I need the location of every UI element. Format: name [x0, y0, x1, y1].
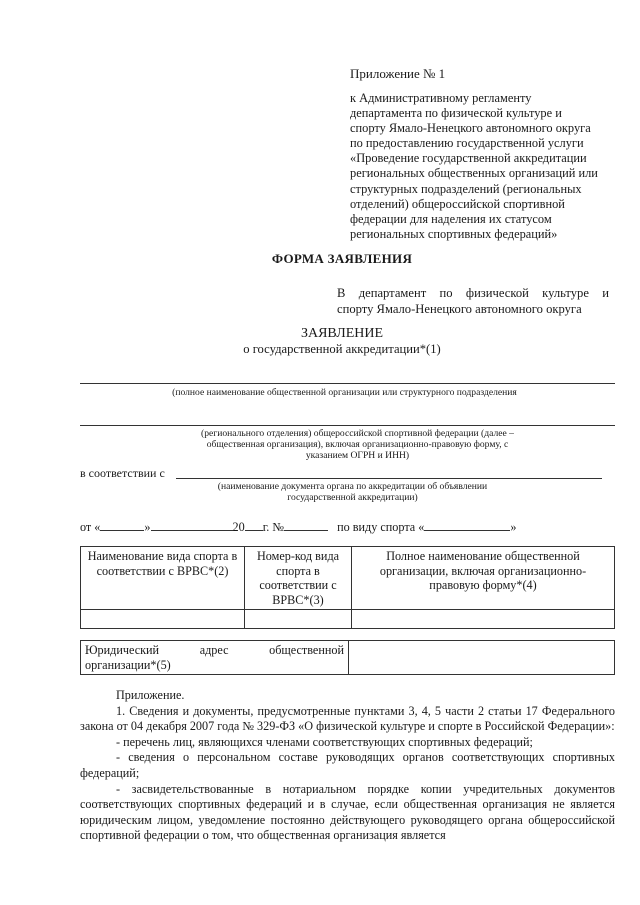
- legal-address-word: адрес: [199, 643, 229, 657]
- document-caption-line: (наименование документа органа по аккредитации об объявлении: [217, 481, 488, 492]
- sport-code-cell[interactable]: [245, 610, 352, 629]
- application-heading: ЗАЯВЛЕНИЕ: [300, 326, 384, 341]
- legal-address-table: [80, 640, 615, 675]
- sport-table: [80, 546, 615, 629]
- attachments-bullet: - засвидетельствованные в нотариальном порядке копии учредительных документов соответствующих спортивных федераций и в случае, если общественная организация не является юридическим лицом, уведомление постоянно действующего руководящего органа общероссийской спортивной федерации о том, что общественная организация является: [80, 781, 615, 843]
- number-field[interactable]: [284, 520, 328, 531]
- org-regional-field[interactable]: [80, 425, 615, 426]
- sport-field[interactable]: [424, 520, 510, 531]
- appendix-line: спорту Ямало-Ненецкого автономного округа: [350, 121, 591, 136]
- header-sport-name: Наименование вида спорта в соответствии с ВРВС*(2): [81, 547, 245, 610]
- table-header-row: [81, 547, 615, 610]
- attachments: [80, 688, 615, 844]
- legal-address-line-2: организации*(5): [85, 657, 171, 672]
- table-row: [81, 641, 615, 675]
- legal-address-label: [81, 641, 349, 675]
- appendix-line: к Административному регламенту: [350, 91, 532, 105]
- addressee-line-2: спорту Ямало-Ненецкого автономного округа: [337, 302, 582, 316]
- in-accordance-label: в соответствии с: [80, 466, 165, 480]
- appendix-line: «Проведение государственной аккредитации: [350, 151, 587, 166]
- regional-caption-line: указанием ОГРН и ИНН): [305, 450, 410, 461]
- regional-caption: [160, 428, 555, 461]
- month-field[interactable]: [151, 520, 233, 531]
- day-field[interactable]: [100, 520, 144, 531]
- appendix-line: по предоставлению государственной услуги: [350, 136, 584, 151]
- addressee-line-1: В департамент по физической культуре и: [337, 286, 609, 300]
- org-name-field[interactable]: [80, 383, 615, 384]
- appendix-line: отделений) общероссийской спортивной: [350, 196, 565, 211]
- legal-address-word: общественной: [269, 643, 344, 657]
- sport-label: по виду спорта «: [337, 520, 425, 534]
- document-caption-line: государственной аккредитации): [287, 492, 418, 503]
- appendix-text: [350, 91, 612, 242]
- sport-quote-close: »: [510, 520, 517, 534]
- appendix-line: региональных общественных организаций или: [350, 166, 598, 181]
- application-subheading: о государственной аккредитации*(1): [243, 342, 441, 356]
- table-row: [81, 610, 615, 629]
- date-from-label: от «: [80, 520, 101, 534]
- addressee: [337, 285, 609, 317]
- appendix-line: департамента по физической культуре и: [350, 106, 562, 121]
- year-prefix: 20: [232, 520, 245, 534]
- header-org-name: Полное наименование общественной организации, включая организационно-правовую форму*(4): [352, 547, 615, 610]
- legal-address-word: Юридический: [85, 643, 160, 657]
- date-quote-close: »: [144, 520, 151, 534]
- regional-caption-line: (регионального отделения) общероссийской спортивной федерации (далее –: [201, 428, 514, 439]
- document-caption: [180, 481, 525, 503]
- document-name-field[interactable]: [176, 478, 602, 479]
- appendix-title: Приложение № 1: [350, 66, 446, 81]
- attachments-bullet: - сведения о персональном составе руководящих органов соответствующих спортивных федераций;: [80, 750, 615, 780]
- attachments-heading: Приложение.: [116, 688, 185, 702]
- date-line: [80, 520, 516, 535]
- org-name-cell[interactable]: [352, 610, 615, 629]
- appendix-line: структурных подразделений (региональных: [350, 181, 582, 196]
- legal-address-value[interactable]: [349, 641, 615, 675]
- header-sport-code: Номер-код вида спорта в соответствии с ВРВС*(3): [245, 547, 352, 610]
- org-name-caption: (полное наименование общественной организации или структурного подразделения: [172, 387, 517, 398]
- attachments-bullet: - перечень лиц, являющихся членами соответствующих спортивных федераций;: [116, 734, 533, 749]
- regional-caption-line: общественная организация), включая организационно-правовую форму, с: [206, 439, 509, 450]
- attachments-item-1: 1. Сведения и документы, предусмотренные пунктами 3, 4, 5 части 2 статьи 17 Федерального закона от 04 декабря 2007 года № 329-ФЗ «О физической культуре и спорте в Российской Федерации»:: [80, 703, 615, 734]
- appendix-line: федерации для наделения их статусом: [350, 211, 552, 226]
- form-title: ФОРМА ЗАЯВЛЕНИЯ: [271, 251, 413, 266]
- sport-name-cell[interactable]: [81, 610, 245, 629]
- appendix-line: региональных спортивных федераций»: [350, 226, 558, 241]
- year-field[interactable]: [245, 520, 263, 531]
- number-label: г. №: [262, 520, 285, 534]
